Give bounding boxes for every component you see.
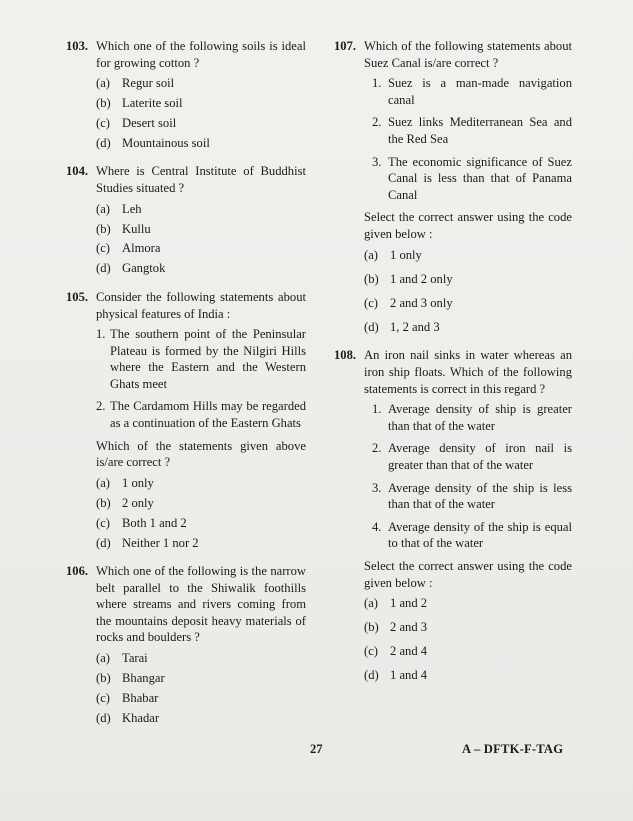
statement-text: Average density of ship is greater than that of the water — [388, 402, 572, 433]
option-text: Tarai — [122, 651, 148, 666]
option-text: 2 and 3 only — [390, 295, 453, 310]
option-text: 2 and 3 — [390, 620, 428, 635]
option-c — [96, 515, 306, 532]
statement-text: The Cardamom Hills may be regarded as a continuation of the Eastern Ghats — [110, 399, 306, 431]
option-text: 1 only — [122, 475, 154, 490]
option-label: (c) — [364, 644, 378, 659]
question-lead: Select the correct answer using the code given below : — [364, 210, 572, 241]
option-d — [96, 260, 306, 277]
option-text: Regur soil — [122, 76, 175, 91]
question-text: Which one of the following is the narrow belt parallel to the Shiwalik foothills where streams and rivers coming from the mountains deposit heavy materials of rocks and boulders ? — [96, 564, 306, 645]
option-text: Leh — [122, 201, 142, 216]
option-a — [96, 650, 306, 667]
option-b — [96, 670, 306, 687]
option-label: (b) — [96, 670, 111, 685]
option-text: Both 1 and 2 — [122, 515, 187, 530]
question-number: 105. — [66, 289, 89, 304]
option-label: (d) — [96, 261, 111, 276]
statement-number: 1. — [96, 327, 106, 342]
option-text: 1 and 2 — [390, 596, 428, 611]
option-a — [96, 201, 306, 218]
option-d — [96, 535, 306, 552]
option-label: (c) — [96, 690, 110, 705]
statement-text: The southern point of the Peninsular Plateau is formed by the Nilgiri Hills where the Eastern and the Western Ghats meet — [110, 327, 306, 391]
option-label: (c) — [364, 295, 378, 310]
question-lead: Select the correct answer using the code given below : — [364, 558, 572, 590]
option-b — [96, 95, 306, 112]
option-label: (d) — [96, 135, 111, 150]
statement-number: 2. — [372, 115, 382, 130]
option-d — [364, 667, 572, 684]
statement-text: Average density of the ship is equal to that of the water — [388, 519, 572, 551]
statement-number: 2. — [96, 399, 106, 414]
question-text: Which one of the following soils is ideal for growing cotton ? — [96, 39, 306, 70]
question-106 — [66, 563, 306, 726]
option-text: Bhangar — [122, 670, 165, 685]
option-label: (a) — [96, 201, 110, 216]
statement-number: 3. — [372, 154, 382, 169]
question-number: 108. — [334, 348, 357, 363]
booklet-code: A – DFTK-F-TAG — [462, 742, 564, 756]
option-d — [96, 135, 306, 152]
statement-text: Average density of iron nail is greater than that of the water — [388, 441, 572, 472]
option-label: (c) — [96, 515, 110, 530]
statement-text: Suez links Mediterranean Sea and the Red Sea — [388, 115, 572, 146]
question-number: 106. — [66, 564, 89, 579]
statement-4 — [372, 519, 572, 552]
option-d — [364, 319, 572, 336]
statement-number: 2. — [372, 441, 382, 456]
statement-3 — [372, 480, 572, 513]
option-text: 2 only — [122, 495, 154, 510]
question-lead: Which of the statements given above is/are correct ? — [96, 438, 306, 470]
right-column — [334, 38, 572, 696]
option-text: Desert soil — [122, 115, 177, 130]
statement-2 — [96, 398, 306, 431]
options-list — [96, 75, 306, 151]
option-text: Kullu — [122, 221, 151, 236]
option-text: Neither 1 nor 2 — [122, 535, 199, 550]
option-b — [96, 221, 306, 238]
option-label: (b) — [96, 221, 111, 236]
option-text: 1, 2 and 3 — [390, 319, 440, 334]
option-c — [96, 115, 306, 132]
statement-text: Suez is a man-made navigation canal — [388, 76, 572, 107]
statements-list — [96, 326, 306, 432]
option-b — [96, 495, 306, 512]
option-a — [96, 75, 306, 92]
option-label: (a) — [96, 76, 110, 91]
options-list — [96, 201, 306, 277]
statement-number: 1. — [372, 76, 382, 91]
options-list — [364, 595, 572, 684]
option-label: (b) — [96, 495, 111, 510]
option-label: (a) — [96, 651, 110, 666]
question-text: An iron nail sinks in water whereas an iron ship floats. Which of the following statements is correct in this regard ? — [364, 348, 572, 396]
option-label: (c) — [96, 115, 110, 130]
option-a — [364, 247, 572, 264]
option-d — [96, 710, 306, 727]
option-text: 1 and 4 — [390, 668, 428, 683]
question-text: Which of the following statements about Suez Canal is/are correct ? — [364, 39, 572, 70]
option-label: (d) — [96, 535, 111, 550]
option-c — [96, 690, 306, 707]
option-text: Khadar — [122, 710, 160, 725]
options-list — [96, 650, 306, 726]
question-103 — [66, 38, 306, 151]
option-label: (d) — [96, 710, 111, 725]
option-text: Bhabar — [122, 690, 159, 705]
option-text: Almora — [122, 241, 161, 256]
option-text: Gangtok — [122, 261, 166, 276]
question-number: 103. — [66, 39, 89, 53]
option-label: (a) — [364, 247, 378, 262]
option-c — [364, 295, 572, 312]
statement-number: 4. — [372, 519, 382, 534]
question-104 — [66, 163, 306, 276]
option-label: (b) — [364, 620, 379, 635]
statement-3 — [372, 154, 572, 204]
question-text: Where is Central Institute of Buddhist Studies situated ? — [96, 164, 306, 196]
option-a — [364, 595, 572, 612]
question-108 — [334, 347, 572, 684]
option-label: (a) — [364, 596, 378, 611]
question-text: Consider the following statements about physical features of India : — [96, 289, 306, 321]
statements-list — [372, 401, 572, 552]
statement-text: Average density of the ship is less than that of the water — [388, 480, 572, 512]
statement-2 — [372, 440, 572, 473]
question-107 — [334, 38, 572, 335]
statement-number: 1. — [372, 402, 382, 417]
statement-text: The economic significance of Suez Canal is less than that of Panama Canal — [388, 154, 572, 202]
option-label: (d) — [364, 319, 379, 334]
statements-list — [372, 75, 572, 203]
option-a — [96, 475, 306, 492]
option-b — [364, 619, 572, 636]
option-b — [364, 271, 572, 288]
statement-number: 3. — [372, 480, 382, 495]
option-text: Mountainous soil — [122, 135, 210, 150]
question-105 — [66, 289, 306, 551]
question-number: 107. — [334, 39, 357, 53]
option-label: (a) — [96, 475, 110, 490]
option-c — [364, 643, 572, 660]
options-list — [364, 247, 572, 336]
question-number: 104. — [66, 164, 89, 179]
options-list — [96, 475, 306, 551]
option-text: 1 only — [390, 247, 422, 262]
statement-1 — [372, 75, 572, 108]
option-text: Laterite soil — [122, 96, 183, 111]
option-label: (d) — [364, 668, 379, 683]
option-label: (b) — [96, 96, 111, 111]
option-text: 1 and 2 only — [390, 271, 453, 286]
statement-2 — [372, 114, 572, 147]
left-column — [66, 38, 306, 738]
option-label: (b) — [364, 271, 379, 286]
option-label: (c) — [96, 241, 110, 256]
page-number: 27 — [310, 742, 323, 756]
option-text: 2 and 4 — [390, 644, 428, 659]
statement-1 — [372, 401, 572, 434]
option-c — [96, 240, 306, 257]
statement-1 — [96, 326, 306, 392]
